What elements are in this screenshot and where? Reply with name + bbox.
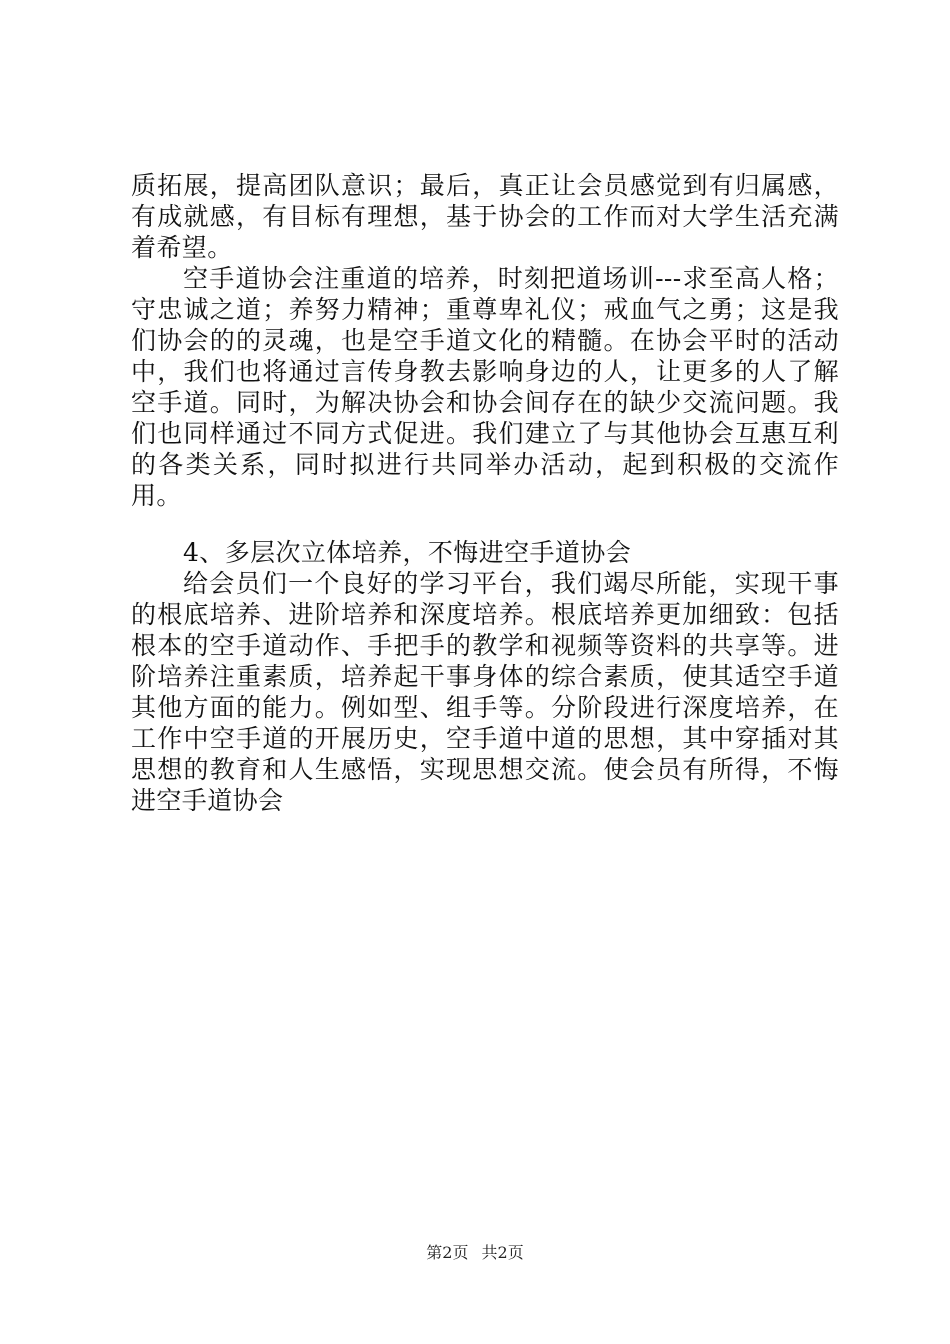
paragraph-karate-spirit: 空手道协会注重道的培养，时刻把道场训---求至高人格；守忠诚之道；养努力精神；重尊卑礼仪；戒血气之勇；这是我们协会的的灵魂，也是空手道文化的精髓。在协会平时的活动中，我们也将通过言传身教去影响身边的人，让更多的人了解空手道。同时，为解决协会和协会间存在的缺少交流问题。我们也同样通过不同方式促进。我们建立了与其他协会互惠互利的各类关系，同时拟进行共同举办活动，起到积极的交流作用。 [131,264,839,510]
paragraph-training: 给会员们一个良好的学习平台，我们竭尽所能，实现干事的根底培养、进阶培养和深度培养。根底培养更加细致：包括根本的空手道动作、手把手的教学和视频等资料的共享等。进阶培养注重素质，培养起干事身体的综合素质，使其适空手道其他方面的能力。例如型、组手等。分阶段进行深度培养，在工作中空手道的开展历史，空手道中道的思想，其中穿插对其思想的教育和人生感悟，实现思想交流。使会员有所得，不悔进空手道协会 [131,569,839,815]
page-footer [0,1243,950,1263]
section-heading: 4、多层次立体培养，不悔进空手道协会 [183,538,632,567]
page-total: 共2页 [481,1243,524,1262]
document-body [131,170,839,816]
page-number: 第2页 [426,1243,469,1262]
paragraph-continuation: 质拓展，提高团队意识；最后，真正让会员感觉到有归属感，有成就感，有目标有理想，基于协会的工作而对大学生活充满着希望。 [131,171,839,262]
